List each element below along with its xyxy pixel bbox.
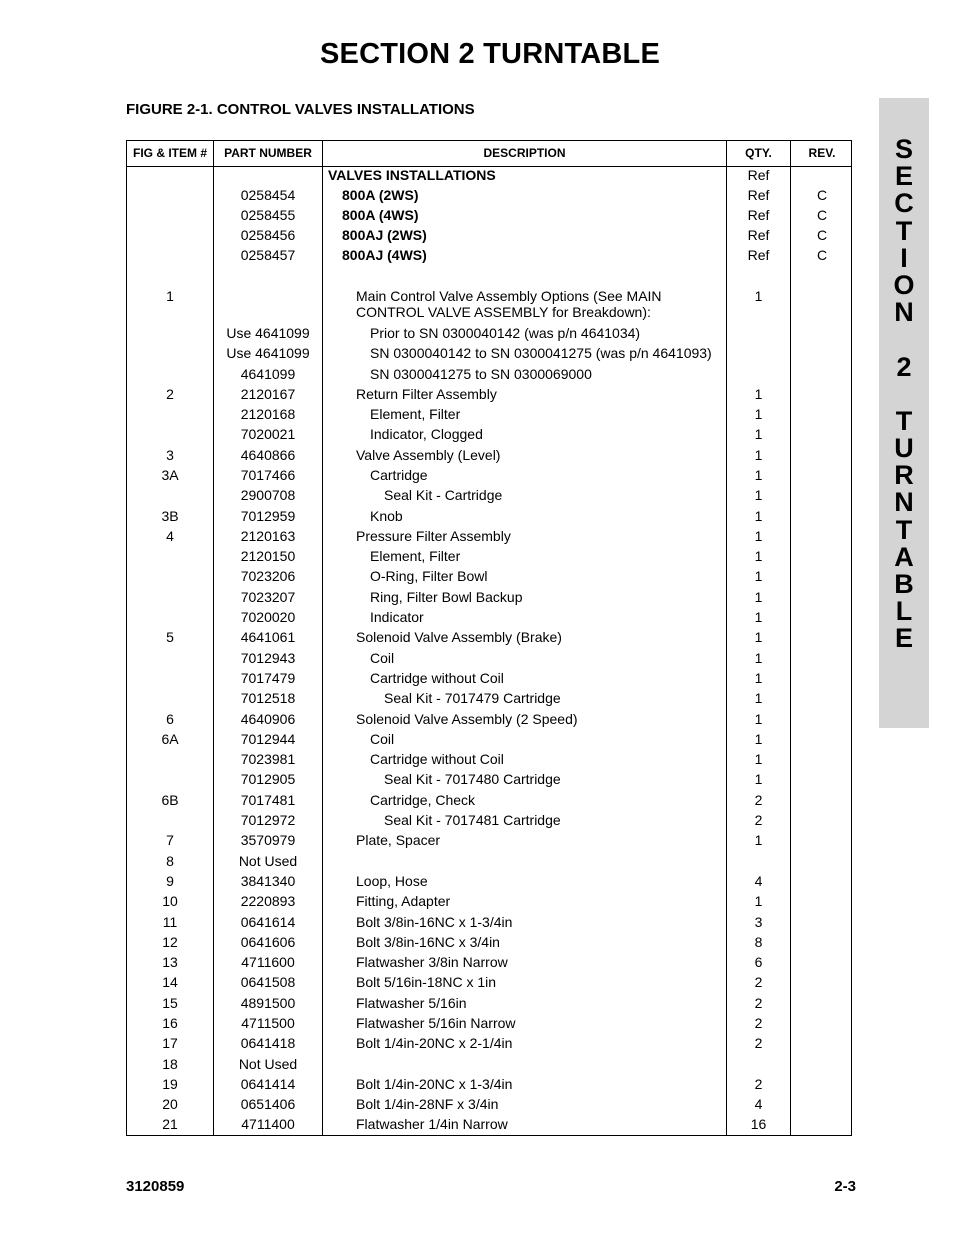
part-number-cell: 0641418 [240, 1035, 296, 1052]
rev-cell: C [816, 187, 828, 203]
description-cell: Seal Kit - 7017480 Cartridge [384, 771, 561, 788]
part-number-cell: Not Used [238, 852, 298, 869]
description-cell: Flatwasher 3/8in Narrow [356, 954, 508, 971]
qty-cell: 1 [754, 710, 763, 727]
part-number-cell: 3570979 [240, 832, 296, 849]
description-cell: 800AJ (4WS) [342, 247, 427, 263]
table-row [127, 406, 851, 426]
table-row [127, 366, 851, 386]
side-tab-letter: T [895, 405, 913, 436]
table-row [127, 426, 851, 446]
table-row [127, 288, 851, 325]
fig-item-cell: 2 [166, 385, 174, 402]
part-number-cell: 2120150 [240, 548, 296, 565]
qty-cell: 1 [754, 669, 763, 686]
section-side-tab [879, 98, 929, 728]
qty-cell: 1 [754, 751, 763, 768]
header-qty: QTY. [745, 146, 772, 160]
side-tab-letter: O [893, 269, 915, 300]
description-cell: Bolt 3/8in-16NC x 3/4in [356, 933, 500, 950]
part-number-cell: 0641414 [240, 1075, 296, 1092]
qty-cell: 1 [754, 406, 763, 423]
part-number-cell: 7023207 [240, 588, 296, 605]
part-number-cell: 7020020 [240, 609, 296, 626]
qty-cell: 1 [754, 690, 763, 707]
part-number-cell: 4711500 [241, 1015, 295, 1031]
qty-cell: 3 [754, 913, 763, 930]
fig-item-cell: 16 [162, 1015, 178, 1031]
description-cell: Flatwasher 5/16in Narrow [356, 1015, 516, 1031]
qty-cell: 1 [754, 288, 763, 304]
table-row [127, 1056, 851, 1076]
side-tab-letter: N [894, 297, 914, 328]
qty-cell: 1 [754, 527, 763, 544]
qty-cell: 4 [754, 1096, 763, 1113]
qty-cell: 1 [754, 446, 763, 463]
table-row [127, 247, 851, 288]
table-row [127, 711, 851, 731]
rev-cell: C [816, 227, 828, 243]
description-cell: Main Control Valve Assembly Options (See MAIN CONTROL VALVE ASSEMBLY for Breakdown): [356, 288, 662, 320]
part-number-cell: 0641606 [240, 933, 296, 950]
part-number-cell: 7017479 [240, 669, 296, 686]
qty-cell: 1 [754, 832, 763, 849]
table-row [127, 1076, 851, 1096]
part-number-cell: Use 4641099 [226, 345, 310, 361]
qty-cell: 1 [754, 771, 763, 788]
description-cell: Ring, Filter Bowl Backup [370, 588, 523, 605]
part-number-cell: 2900708 [240, 487, 296, 504]
qty-cell: 1 [754, 548, 763, 565]
part-number-cell: 4640866 [240, 446, 296, 463]
part-number-cell: 4711600 [241, 954, 295, 971]
table-row [127, 207, 851, 227]
table-row [127, 1096, 851, 1116]
table-row [127, 167, 851, 187]
table-row [127, 345, 851, 366]
part-number-cell: 7017481 [240, 791, 296, 808]
fig-item-cell: 7 [166, 832, 174, 849]
description-cell: Knob [370, 507, 403, 524]
fig-item-cell: 6A [161, 730, 179, 747]
table-row [127, 227, 851, 247]
table-row [127, 1116, 851, 1136]
fig-item-cell: 6 [166, 710, 174, 727]
qty-cell: 2 [754, 974, 763, 991]
part-number-cell: 2120168 [240, 406, 296, 423]
description-cell: Bolt 1/4in-20NC x 2-1/4in [356, 1035, 513, 1052]
description-cell: Element, Filter [370, 548, 461, 565]
part-number-cell: 2220893 [240, 893, 296, 910]
description-cell: O-Ring, Filter Bowl [370, 568, 488, 585]
section-title: SECTION 2 TURNTABLE [320, 38, 660, 70]
part-number-cell: 7012943 [240, 649, 296, 666]
table-row [127, 609, 851, 629]
table-row [127, 487, 851, 507]
header-rev: REV. [808, 146, 836, 160]
description-cell: 800AJ (2WS) [342, 227, 427, 243]
table-row [127, 690, 851, 710]
qty-cell: Ref [747, 227, 770, 243]
description-cell: Cartridge [370, 466, 428, 483]
table-row [127, 792, 851, 812]
table-row [127, 467, 851, 487]
fig-item-cell: 14 [162, 974, 178, 991]
description-cell: Indicator, Clogged [370, 426, 483, 443]
table-row [127, 914, 851, 934]
qty-cell: Ref [747, 187, 770, 203]
rev-cell: C [816, 247, 828, 263]
qty-cell: Ref [747, 207, 770, 223]
qty-cell: 1 [754, 588, 763, 605]
side-tab-letter: T [895, 215, 913, 246]
table-row [127, 508, 851, 528]
part-number-cell: 7012905 [240, 771, 296, 788]
description-cell: Loop, Hose [356, 872, 428, 889]
fig-item-cell: 3B [161, 507, 179, 524]
part-number-cell: 0258457 [240, 247, 296, 263]
description-cell: Element, Filter [370, 406, 461, 423]
part-number-cell: 7012959 [240, 507, 296, 524]
table-row [127, 995, 851, 1015]
table-row [127, 548, 851, 568]
table-row [127, 670, 851, 690]
part-number-cell: Not Used [238, 1055, 298, 1072]
part-number-cell: 0258454 [240, 187, 296, 203]
fig-item-cell: 8 [166, 852, 174, 869]
table-row [127, 386, 851, 406]
side-tab-letter: L [895, 596, 913, 627]
qty-cell: 1 [754, 466, 763, 483]
table-row [127, 650, 851, 670]
figure-title: FIGURE 2-1. CONTROL VALVES INSTALLATIONS [126, 101, 475, 118]
table-row [127, 1035, 851, 1055]
qty-cell: 16 [750, 1116, 767, 1133]
qty-cell: 1 [754, 730, 763, 747]
table-row [127, 629, 851, 649]
fig-item-cell: 18 [162, 1055, 178, 1072]
description-cell: Seal Kit - 7017479 Cartridge [384, 690, 561, 707]
table-row [127, 954, 851, 974]
part-number-cell: 7020021 [240, 426, 296, 443]
qty-cell: 6 [754, 954, 763, 971]
side-tab-letter: T [895, 514, 913, 545]
table-body [127, 167, 851, 1137]
part-number-cell: 7012944 [240, 730, 296, 747]
qty-cell: 1 [754, 487, 763, 504]
table-row [127, 568, 851, 588]
description-cell: Cartridge without Coil [370, 669, 504, 686]
qty-cell: 2 [754, 1015, 763, 1031]
fig-item-cell: 5 [166, 629, 174, 646]
qty-cell: 1 [754, 629, 763, 646]
description-cell: Cartridge without Coil [370, 751, 504, 768]
table-row [127, 589, 851, 609]
description-cell: Valve Assembly (Level) [356, 446, 501, 463]
page-number: 2-3 [834, 1178, 856, 1195]
fig-item-cell: 10 [162, 893, 178, 910]
fig-item-cell: 21 [162, 1116, 178, 1133]
qty-cell: 2 [754, 994, 763, 1011]
qty-cell: 1 [754, 426, 763, 443]
part-number-cell: 4891500 [240, 994, 296, 1011]
qty-cell: 2 [754, 1035, 763, 1052]
table-row [127, 832, 851, 852]
header-fig-item: FIG & ITEM # [132, 146, 207, 160]
qty-cell: 4 [754, 872, 763, 889]
part-number-cell: 0258455 [240, 207, 296, 223]
fig-item-cell: 13 [162, 954, 178, 971]
part-number-cell: 7023206 [240, 568, 296, 585]
qty-cell: 1 [754, 649, 763, 666]
description-cell: Bolt 5/16in-18NC x 1in [356, 974, 497, 991]
part-number-cell: 7017466 [240, 466, 296, 483]
qty-cell: Ref [747, 167, 770, 183]
fig-item-cell: 1 [166, 288, 174, 304]
description-cell: Bolt 1/4in-28NF x 3/4in [356, 1096, 499, 1113]
header-part-number: PART NUMBER [224, 146, 312, 160]
table-row [127, 974, 851, 994]
fig-item-cell: 17 [162, 1035, 178, 1052]
part-number-cell: 4641061 [240, 629, 296, 646]
part-number-cell: 4640906 [240, 710, 296, 727]
side-tab-letter: N [894, 487, 914, 518]
side-tab-letter: E [894, 623, 913, 654]
description-cell: Indicator [370, 609, 424, 626]
description-cell: Solenoid Valve Assembly (2 Speed) [356, 710, 578, 727]
description-cell: Seal Kit - Cartridge [384, 487, 503, 504]
qty-cell: 1 [754, 568, 763, 585]
table-row [127, 934, 851, 954]
description-cell: SN 0300040142 to SN 0300041275 (was p/n 4641093) [370, 345, 712, 361]
description-cell: 800A (4WS) [342, 207, 419, 223]
side-tab-letter: C [894, 188, 914, 219]
side-tab-letter: 2 [896, 351, 912, 382]
part-number-cell: 0258456 [240, 227, 296, 243]
side-tab-letter: E [894, 161, 913, 192]
fig-item-cell: 20 [162, 1096, 178, 1113]
part-number-cell: 0651406 [240, 1096, 296, 1113]
description-cell: VALVES INSTALLATIONS [328, 167, 496, 183]
table-row [127, 1015, 851, 1035]
fig-item-cell: 3 [166, 446, 174, 463]
description-cell: Return Filter Assembly [356, 385, 497, 402]
table-row [127, 187, 851, 207]
qty-cell: 1 [754, 507, 763, 524]
description-cell: Flatwasher 5/16in [356, 994, 467, 1011]
qty-cell: 1 [754, 385, 763, 402]
side-tab-letter: I [900, 242, 908, 273]
part-number-cell: 3841340 [240, 872, 296, 889]
fig-item-cell: 6B [161, 791, 179, 808]
fig-item-cell: 9 [166, 872, 174, 889]
part-number-cell: 2120167 [240, 385, 296, 402]
fig-item-cell: 15 [162, 994, 178, 1011]
part-number-cell: 0641614 [240, 913, 296, 930]
part-number-cell: 7012972 [240, 812, 296, 829]
table-row [127, 893, 851, 913]
fig-item-cell: 19 [162, 1075, 178, 1092]
description-cell: Pressure Filter Assembly [356, 527, 511, 544]
header-description: DESCRIPTION [483, 146, 566, 160]
description-cell: Bolt 3/8in-16NC x 1-3/4in [356, 913, 513, 930]
fig-item-cell: 3A [161, 466, 179, 483]
description-cell: Fitting, Adapter [356, 893, 451, 910]
description-cell: 800A (2WS) [342, 187, 419, 203]
qty-cell: 8 [754, 933, 763, 950]
description-cell: Bolt 1/4in-20NC x 1-3/4in [356, 1075, 513, 1092]
part-number-cell: 4641099 [240, 365, 296, 382]
side-tab-letter: R [894, 460, 914, 491]
fig-item-cell: 4 [166, 527, 174, 544]
qty-cell: 2 [754, 791, 763, 808]
part-number-cell: 7023981 [240, 751, 296, 768]
qty-cell: 1 [754, 893, 763, 910]
side-tab-letter: A [894, 541, 914, 572]
part-number-cell: 0641508 [240, 974, 296, 991]
description-cell: Prior to SN 0300040142 (was p/n 4641034) [370, 325, 641, 341]
side-tab-letter: S [894, 134, 913, 164]
description-cell: SN 0300041275 to SN 0300069000 [370, 365, 592, 382]
table-row [127, 731, 851, 751]
fig-item-cell: 12 [162, 933, 178, 950]
side-tab-letter: U [894, 433, 914, 464]
qty-cell: 2 [754, 1075, 763, 1092]
qty-cell: 1 [754, 609, 763, 626]
description-cell: Cartridge, Check [370, 791, 476, 808]
table-row [127, 325, 851, 345]
description-cell: Coil [370, 649, 395, 666]
description-cell: Seal Kit - 7017481 Cartridge [384, 812, 561, 829]
qty-cell: 2 [754, 812, 763, 829]
part-number-cell: 7012518 [240, 690, 296, 707]
fig-item-cell: 11 [162, 913, 178, 930]
side-tab-letter: B [894, 569, 914, 599]
document-number: 3120859 [126, 1178, 185, 1195]
rev-cell: C [816, 207, 828, 223]
qty-cell: Ref [747, 247, 770, 263]
part-number-cell: Use 4641099 [226, 325, 310, 341]
table-row [127, 873, 851, 893]
table-row [127, 447, 851, 467]
description-cell: Coil [370, 730, 395, 747]
description-cell: Flatwasher 1/4in Narrow [356, 1116, 508, 1133]
table-row [127, 751, 851, 771]
table-row [127, 812, 851, 832]
part-number-cell: 4711400 [241, 1116, 295, 1133]
description-cell: Solenoid Valve Assembly (Brake) [356, 629, 562, 646]
description-cell: Plate, Spacer [356, 832, 441, 849]
parts-table [126, 140, 852, 1136]
part-number-cell: 2120163 [240, 527, 296, 544]
table-row [127, 771, 851, 791]
table-row [127, 853, 851, 873]
table-row [127, 528, 851, 548]
